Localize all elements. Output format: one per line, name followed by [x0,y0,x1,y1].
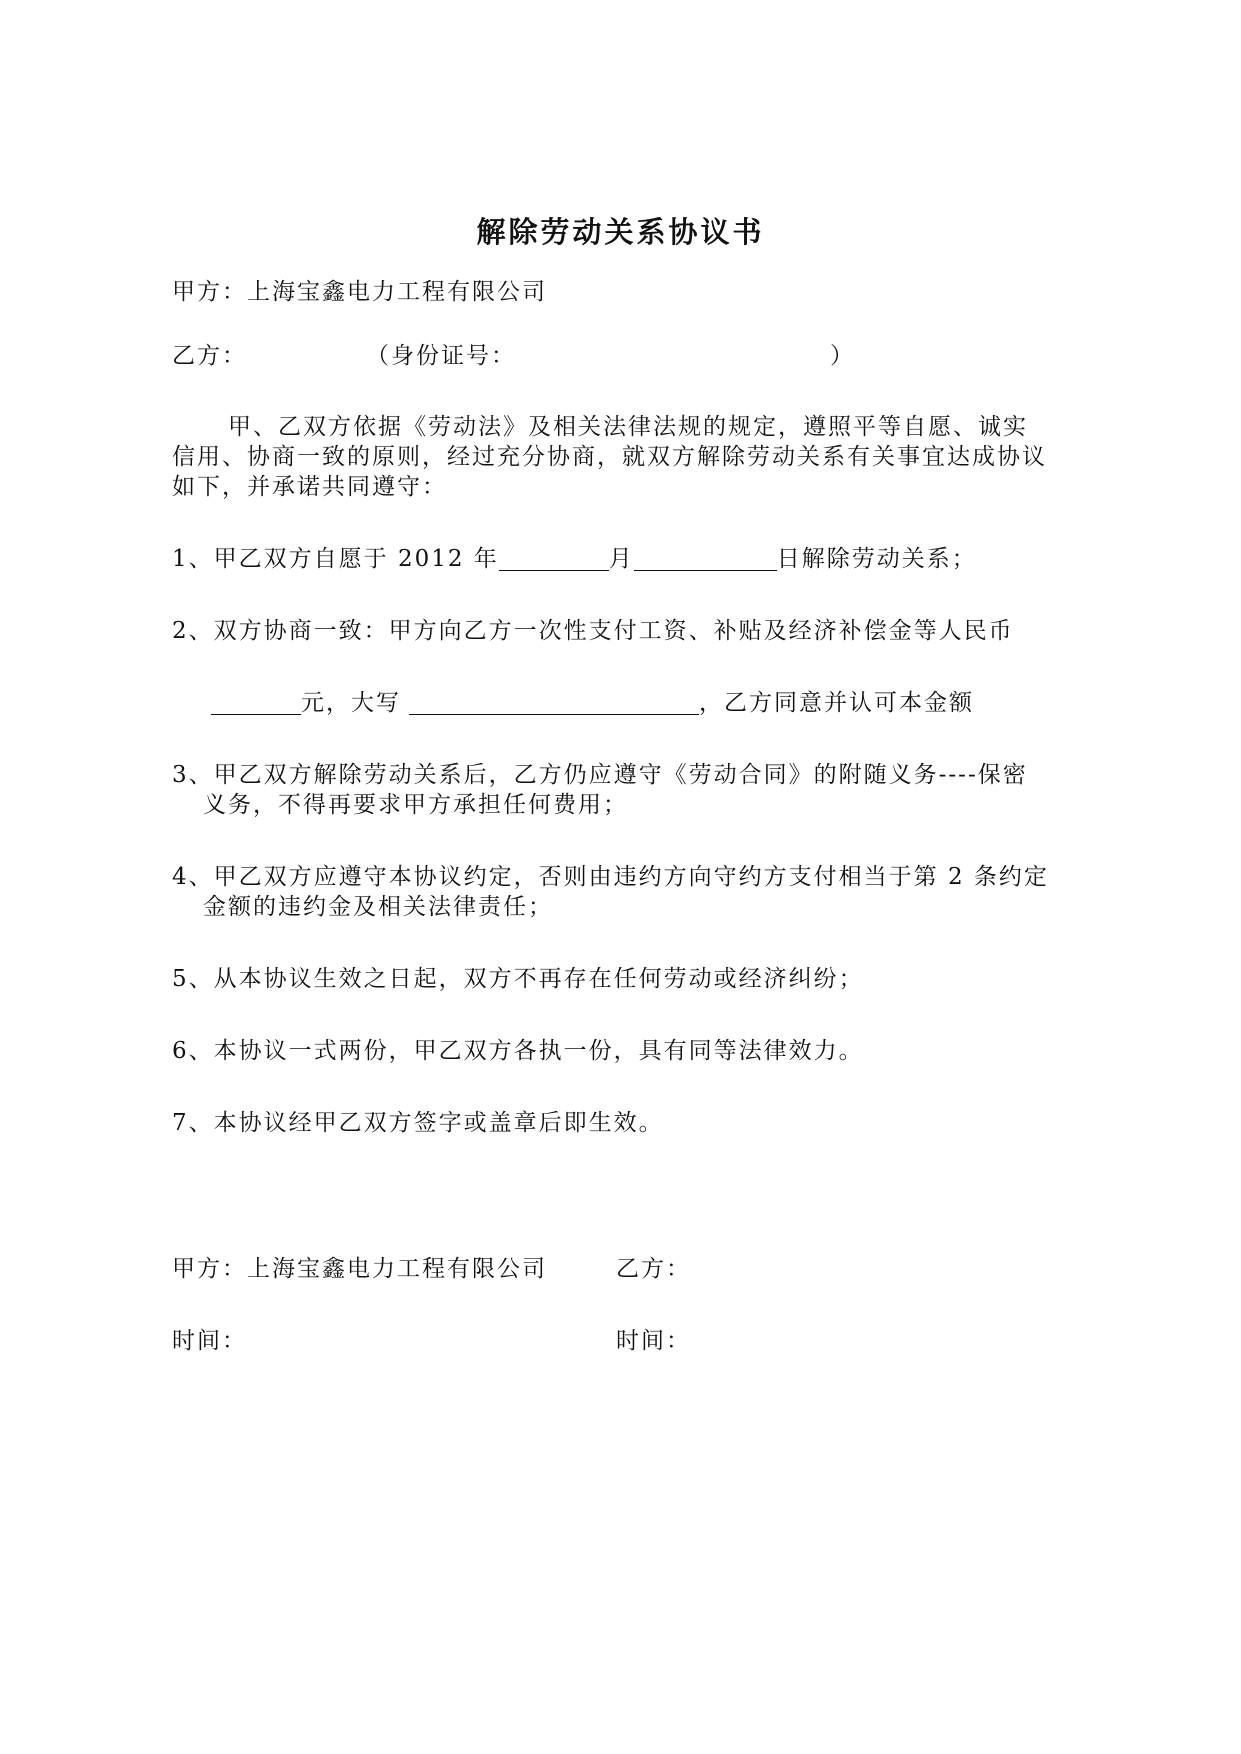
document-title: 解除劳动关系协议书 [476,215,765,249]
clause-2-line-2 [211,689,974,717]
clause-4-line-2: 金额的违约金及相关法律责任； [203,894,553,920]
clause-6: 6、本协议一式两份，甲乙双方各执一份，具有同等法律效力。 [172,1038,864,1064]
month-blank [499,548,609,571]
signature-party-a: 甲方：上海宝鑫电力工程有限公司 [172,1256,547,1282]
signature-party-b: 乙方： [616,1256,691,1282]
preamble-line-2: 信用、协商一致的原则，经过充分协商，就双方解除劳动关系有关事宜达成协议 [172,444,1047,470]
clause-2-line-1: 2、双方协商一致：甲方向乙方一次性支付工资、补贴及经济补偿金等人民币 [172,618,1014,644]
signature-time-b: 时间： [616,1328,691,1354]
day-blank [634,548,777,571]
clause-1 [172,545,977,573]
clause-3-line-1: 3、甲乙双方解除劳动关系后，乙方仍应遵守《劳动合同》的附随义务----保密 [172,762,1028,788]
clause-1-text-c: 日解除劳动关系； [776,546,977,572]
party-b-label: 乙方： [172,343,247,369]
clause-2-unit: 元，大写 [301,690,401,716]
clause-5: 5、从本协议生效之日起，双方不再存在任何劳动或经济纠纷； [172,966,864,992]
amount-blank [211,692,301,715]
party-a-line: 甲方：上海宝鑫电力工程有限公司 [172,279,547,305]
signature-time-a: 时间： [172,1328,247,1354]
clause-3-line-2: 义务，不得再要求甲方承担任何费用； [203,792,628,818]
amount-words-blank [409,692,699,715]
preamble-line-1: 甲、乙双方依据《劳动法》及相关法律法规的规定，遵照平等自愿、诚实 [228,414,1028,440]
clause-4-line-1: 4、甲乙双方应遵守本协议约定，否则由违约方向守约方支付相当于第 2 条约定 [172,864,1049,890]
id-number-close: ） [830,343,855,369]
preamble-line-3: 如下，并承诺共同遵守： [172,474,447,500]
id-number-open: （身份证号： [366,343,516,369]
clause-1-text-a: 1、甲乙双方自愿于 2012 年 [172,546,499,572]
clause-7: 7、本协议经甲乙双方签字或盖章后即生效。 [172,1110,664,1136]
clause-1-text-b: 月 [608,546,634,572]
clause-2-tail: ，乙方同意并认可本金额 [699,690,974,716]
